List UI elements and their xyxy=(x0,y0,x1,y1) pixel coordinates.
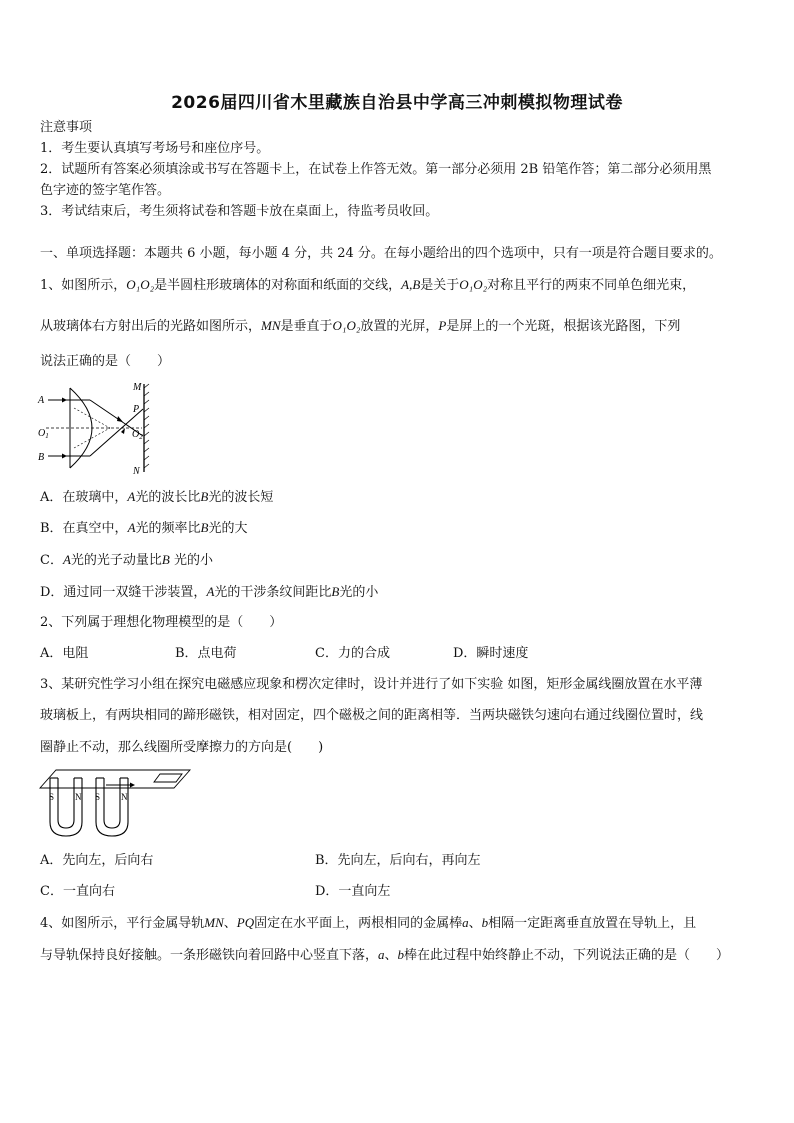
q1-optics-diagram xyxy=(36,378,156,478)
q3-magnet-diagram xyxy=(38,764,192,842)
coil xyxy=(154,774,182,782)
q4-stem-line-2: 与导轨保持良好接触。一条形磁铁向着回路中心竖直下落，a、b棒在此过程中始终静止不动，下列说法正确的是（ ） xyxy=(40,947,730,963)
q2-option-a: A．电阻 xyxy=(40,646,89,661)
notice-item-3: 3．考试结束后，考生须将试卷和答题卡放在桌面上，待监考员收回。 xyxy=(40,204,439,219)
page-title: 2026届四川省木里藏族自治县中学高三冲刺模拟物理试卷 xyxy=(171,93,623,113)
q3-stem-line-1: 3、某研究性学习小组在探究电磁感应现象和楞次定律时，设计并进行了如下实验 如图，矩形金属线圈放置在水平薄 xyxy=(40,677,703,692)
q1-stem-line-1: 1、如图所示，O₁O₂是半圆柱形玻璃体的对称面和纸面的交线，A,B是关于O₁O₂对称且平行的两束不同单色细光束， xyxy=(40,277,696,293)
label-o1: $O_1$ xyxy=(38,428,49,440)
q1-option-c: C．A光的光子动量比B 光的小 xyxy=(40,552,214,568)
q1-stem-line-2: 从玻璃体右方射出后的光路如图所示，MN是垂直于O₁O₂放置的光屏，P是屏上的一个光斑，根据该光路图，下列 xyxy=(40,318,681,334)
q3-option-a: A．先向左，后向右 xyxy=(40,853,154,868)
q1-stem-line-3: 说法正确的是（ ） xyxy=(40,354,171,369)
magnet-1 xyxy=(50,778,82,836)
q2-option-b: B．点电荷 xyxy=(175,646,237,661)
q4-stem-line-1: 4、如图所示，平行金属导轨MN、PQ固定在水平面上，两根相同的金属棒a、b相隔一定距离垂直放置在导轨上，且 xyxy=(40,915,697,931)
q2-option-c: C．力的合成 xyxy=(315,646,390,661)
label-p: P xyxy=(133,404,140,415)
notice-heading: 注意事项 xyxy=(40,120,93,135)
notice-item-2: 2．试题所有答案必须填涂或书写在答题卡上，在试卷上作答无效。第一部分必须用 2B 铅笔作答；第二部分必须用黑 xyxy=(40,162,712,177)
magnet-2 xyxy=(96,778,128,836)
pole-n-2: N xyxy=(121,792,128,802)
q2-option-d: D．瞬时速度 xyxy=(453,646,529,661)
label-o2: $O_2$ xyxy=(132,429,143,441)
pole-s-2: S xyxy=(95,792,101,802)
q2-stem: 2、下列属于理想化物理模型的是（ ） xyxy=(40,615,283,630)
notice-item-2-cont: 色字迹的签字笔作答。 xyxy=(40,183,171,198)
q3-option-c: C．一直向右 xyxy=(40,884,115,899)
label-n: N xyxy=(133,466,140,477)
label-m: M xyxy=(133,382,142,393)
notice-item-1: 1．考生要认真填写考场号和座位序号。 xyxy=(40,141,270,156)
q1-option-b: B．在真空中，A光的频率比B光的大 xyxy=(40,520,248,536)
q1-option-d: D．通过同一双缝干涉装置，A光的干涉条纹间距比B光的小 xyxy=(40,584,379,600)
q3-stem-line-2: 玻璃板上，有两块相同的蹄形磁铁，相对固定，四个磁极之间的距离相等．当两块磁铁匀速向右通过线圈位置时，线 xyxy=(40,708,704,723)
q3-stem-line-3: 圈静止不动，那么线圈所受摩擦力的方向是( ) xyxy=(40,740,324,755)
q3-option-d: D．一直向左 xyxy=(315,884,391,899)
q1-option-a: A．在玻璃中，A光的波长比B光的波长短 xyxy=(40,489,274,505)
pole-s-1: S xyxy=(49,792,55,802)
q3-option-b: B．先向左，后向右，再向左 xyxy=(315,853,481,868)
section-heading: 一、单项选择题：本题共 6 小题，每小题 4 分，共 24 分。在每小题给出的四个选项中，只有一项是符合题目要求的。 xyxy=(40,246,722,261)
label-b: B xyxy=(38,452,45,463)
pole-n-1: N xyxy=(75,792,82,802)
label-a: A xyxy=(38,395,45,406)
